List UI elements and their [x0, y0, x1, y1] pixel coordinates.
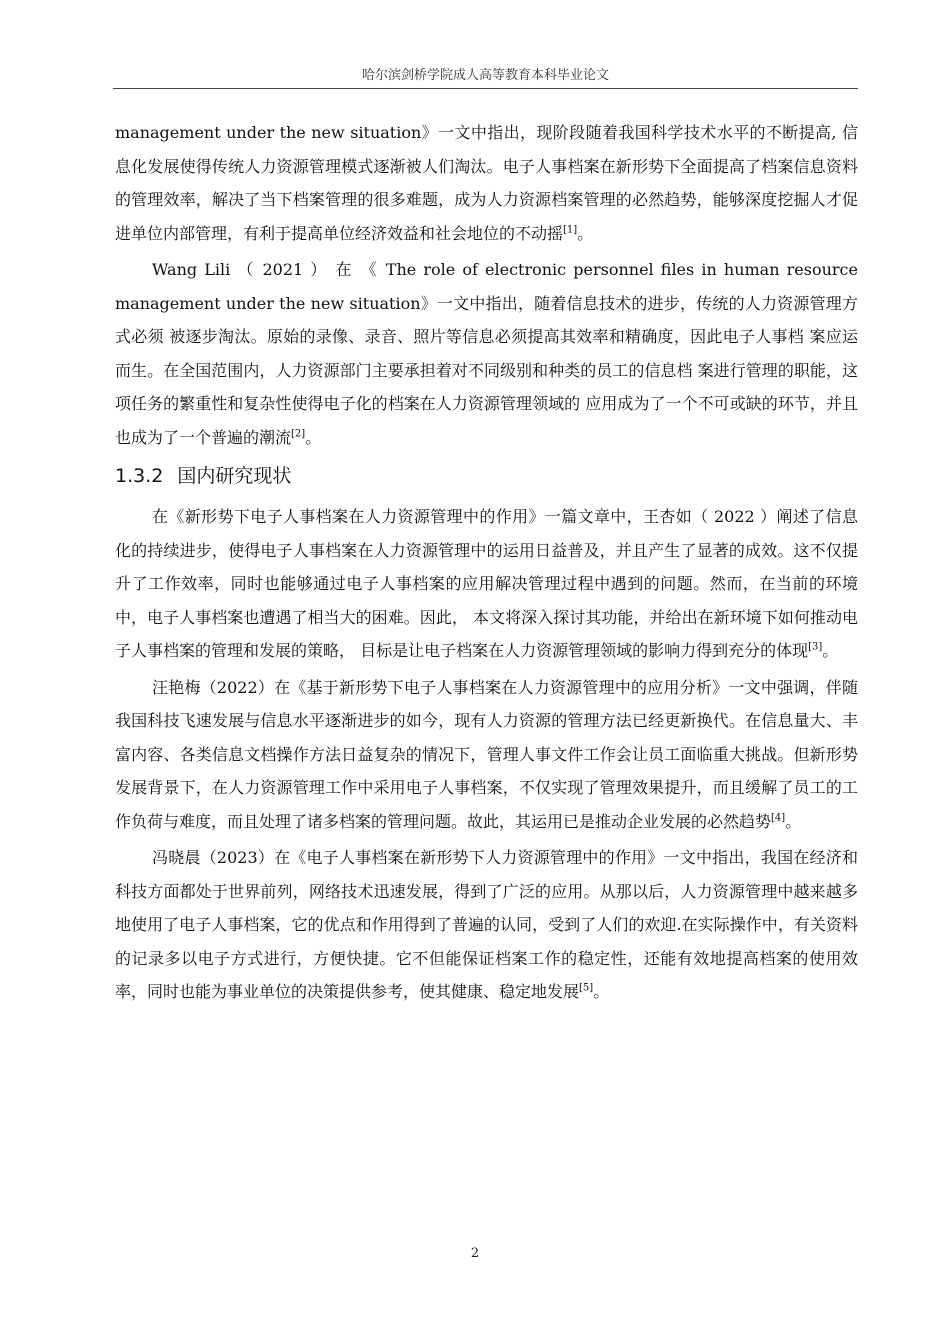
- paragraph-text: Wang Lili （ 2021 ） 在 《 The role of electronic personnel files in human resource management under the new situation》一文中指出，随着信息技术的进步，传统的人力资源管理方式必须 被逐步淘汰。原始的录像、录音、照片等信息必须提高其效率和精确度，因此电子人事档 案应运而生。在全国范围内，人力资源部门主要承担着对不同级别和种类的员工的信息档 案进行管理的职能，这项任务的繁重性和复杂性使得电子化的档案在人力资源管理领域的 应用成为了一个不可或缺的环节，并且也成为了一个普遍的潮流: [115, 260, 858, 447]
- section-number: 1.3.2: [115, 465, 164, 487]
- paragraph-end: 。: [577, 223, 594, 243]
- header-rule: [113, 88, 858, 89]
- paragraph-text: 汪艳梅（2022）在《基于新形势下电子人事档案在人力资源管理中的应用分析》一文中强调，伴随我国科技飞速发展与信息水平逐渐进步的如今，现有人力资源的管理方法已经更新换代。在信息量大、丰富内容、各类信息文档操作方法日益复杂的情况下，管理人事文件工作会让员工面临重大挑战。但新形势发展背景下，在人力资源管理工作中采用电子人事档案，不仅实现了管理效果提升，而且缓解了员工的工作负荷与难度，而且处理了诸多档案的管理问题。故此，其运用已是推动企业发展的必然趋势: [115, 677, 858, 831]
- citation-ref: [1]: [563, 224, 578, 236]
- document-body: [115, 116, 858, 1012]
- paragraph-end: 。: [305, 427, 322, 447]
- section-heading: [115, 458, 858, 494]
- citation-ref: [2]: [291, 428, 306, 440]
- paragraph-text: 在《新形势下电子人事档案在人力资源管理中的作用》一篇文章中，王杏如（ 2022 ）阐述了信息化的持续进步，使得电子人事档案在人力资源管理中的运用日益普及，并且产生了显著的成效。这不仅提升了工作效率，同时也能够通过电子人事档案的应用解决管理过程中遇到的问题。然而，在当前的环境中，电子人事档案也遭遇了相当大的困难。因此， 本文将深入探讨其功能，并给出在新环境下如何推动电子人事档案的管理和发展的策略， 目标是让电子档案在人力资源管理领域的影响力得到充分的体现: [115, 507, 858, 660]
- citation-ref: [5]: [579, 982, 594, 994]
- page-header: 哈尔滨剑桥学院成人高等教育本科毕业论文: [361, 68, 609, 83]
- paragraph-wang-yanmei: [115, 671, 858, 839]
- paragraph-feng-xiaochen: [115, 841, 858, 1009]
- paragraph-wang-xingru: [115, 500, 858, 668]
- paragraph-wang-lili: [115, 253, 858, 454]
- paragraph-end: 。: [593, 982, 610, 1001]
- paragraph-end: 。: [822, 641, 839, 660]
- paragraph-continued: [115, 116, 858, 250]
- page-number: 2: [470, 1246, 480, 1261]
- paragraph-text: 冯晓晨（2023）在《电子人事档案在新形势下人力资源管理中的作用》一文中指出，我国在经济和科技方面都处于世界前列，网络技术迅速发展，得到了广泛的应用。从那以后，人力资源管理中越来越多地使用了电子人事档案，它的优点和作用得到了普遍的认同，受到了人们的欢迎.在实际操作中，有关资料的记录多以电子方式进行，方便快捷。它不但能保证档案工作的稳定性，还能有效地提高档案的使用效率，同时也能为事业单位的决策提供参考，使其健康、稳定地发展: [115, 848, 858, 1001]
- section-title: 国内研究现状: [177, 465, 292, 487]
- citation-ref: [4]: [771, 812, 786, 824]
- paragraph-end: 。: [785, 811, 802, 831]
- paragraph-text: management under the new situation》一文中指出，现阶段随着我国科学技术水平的不断提高, 信息化发展使得传统人力资源管理模式逐渐被人们淘汰。电子人事档案在新形势下全面提高了档案信息资料的管理效率，解决了当下档案管理的很多难题，成为人力资源档案管理的必然趋势，能够深度挖掘人才促进单位内部管理，有利于提高单位经济效益和社会地位的不动摇: [115, 123, 858, 243]
- citation-ref: [3]: [808, 641, 823, 653]
